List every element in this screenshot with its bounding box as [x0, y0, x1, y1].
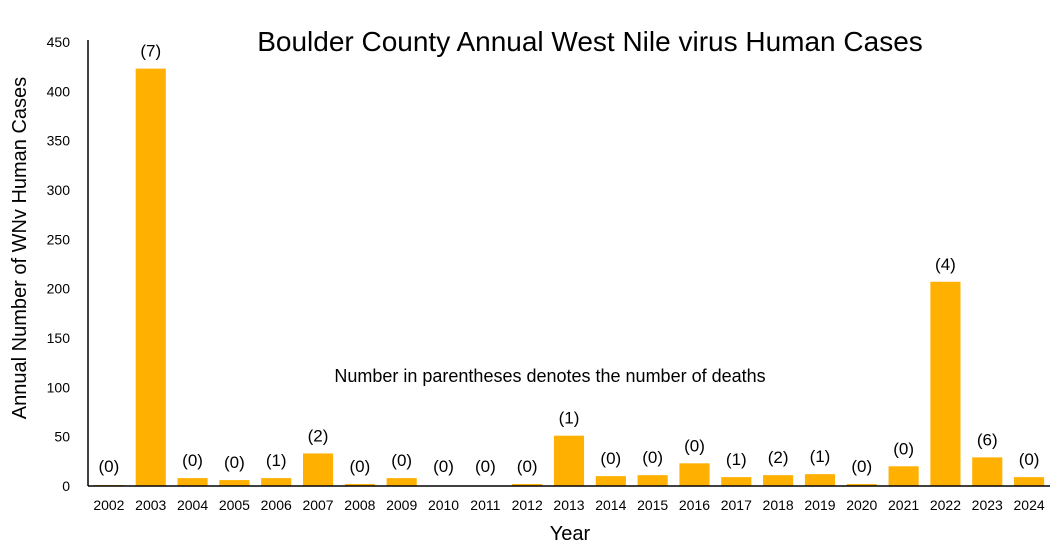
x-tick-label: 2009 — [386, 497, 418, 513]
bar — [679, 463, 709, 486]
x-tick-label: 2005 — [218, 497, 250, 513]
y-tick-label: 300 — [46, 182, 70, 198]
data-label: (2) — [307, 426, 329, 446]
bar — [1014, 477, 1044, 486]
bar — [178, 478, 208, 486]
chart-annotation: Number in parentheses denotes the number of deaths — [334, 366, 766, 386]
x-tick-label: 2021 — [888, 497, 920, 513]
data-label: (1) — [558, 408, 580, 428]
data-label: (1) — [809, 447, 831, 467]
y-axis-label: Annual Number of WNv Human Cases — [9, 76, 31, 420]
y-tick-label: 0 — [62, 478, 70, 494]
y-tick-label: 450 — [46, 34, 70, 50]
data-label: (0) — [433, 457, 454, 476]
x-tick-label: 2008 — [344, 497, 376, 513]
data-label: (0) — [182, 451, 203, 471]
data-label: (0) — [474, 457, 496, 476]
data-label: (2) — [767, 448, 789, 468]
x-tick-label: 2014 — [595, 497, 627, 513]
bar — [261, 478, 291, 486]
x-tick-label: 2007 — [302, 497, 334, 513]
data-label: (0) — [349, 457, 371, 476]
data-label: (6) — [976, 430, 998, 450]
data-label: (0) — [224, 453, 245, 473]
bar — [554, 436, 584, 486]
x-tick-label: 2019 — [804, 497, 836, 513]
x-tick-label: 2024 — [1013, 497, 1045, 513]
data-label: (1) — [725, 450, 747, 470]
bar — [136, 69, 166, 486]
chart-title: Boulder County Annual West Nile virus Human Cases — [257, 26, 923, 57]
y-tick-label: 350 — [46, 132, 70, 149]
y-tick-label: 250 — [46, 231, 70, 248]
x-tick-label: 2011 — [470, 497, 501, 513]
bar — [930, 282, 960, 486]
y-axis-ticks — [47, 34, 71, 494]
y-tick-label: 100 — [46, 379, 70, 396]
y-tick-label: 200 — [46, 280, 70, 297]
data-label: (0) — [851, 457, 873, 476]
data-label: (0) — [642, 448, 664, 468]
bar — [303, 453, 333, 486]
x-tick-label: 2010 — [427, 497, 460, 513]
x-axis-ticks — [93, 497, 1045, 513]
y-tick-label: 150 — [46, 330, 70, 346]
x-tick-label: 2023 — [971, 497, 1003, 513]
bar — [721, 477, 751, 486]
x-tick-label: 2022 — [929, 497, 962, 513]
bar — [763, 475, 793, 486]
data-label: (1) — [265, 451, 287, 471]
y-tick-label: 50 — [54, 428, 70, 445]
data-label: (4) — [935, 254, 956, 274]
data-label: (0) — [391, 451, 413, 471]
data-label: (0) — [893, 439, 914, 459]
bar — [638, 475, 668, 486]
bar — [596, 476, 626, 486]
bar — [889, 466, 919, 486]
x-axis-label: Year — [549, 523, 591, 545]
x-tick-label: 2006 — [260, 497, 292, 513]
x-tick-label: 2012 — [511, 497, 543, 513]
bar — [219, 480, 249, 486]
x-tick-label: 2004 — [176, 497, 209, 513]
x-tick-label: 2002 — [93, 497, 125, 513]
y-tick-label: 400 — [46, 83, 70, 100]
data-label: (7) — [140, 41, 162, 61]
data-labels — [99, 42, 1040, 476]
x-tick-label: 2017 — [720, 497, 752, 513]
data-label: (0) — [1018, 450, 1040, 470]
bar — [387, 478, 417, 486]
data-label: (0) — [684, 436, 705, 456]
x-tick-label: 2015 — [637, 497, 669, 513]
x-tick-label: 2016 — [678, 497, 711, 513]
bar — [805, 474, 835, 486]
x-tick-label: 2003 — [135, 497, 167, 513]
bar — [972, 457, 1002, 486]
data-label: (0) — [600, 449, 622, 469]
x-tick-label: 2018 — [762, 497, 794, 513]
x-tick-label: 2020 — [846, 497, 878, 513]
data-label: (0) — [98, 457, 120, 476]
data-label: (0) — [516, 457, 538, 476]
x-tick-label: 2013 — [553, 497, 585, 513]
